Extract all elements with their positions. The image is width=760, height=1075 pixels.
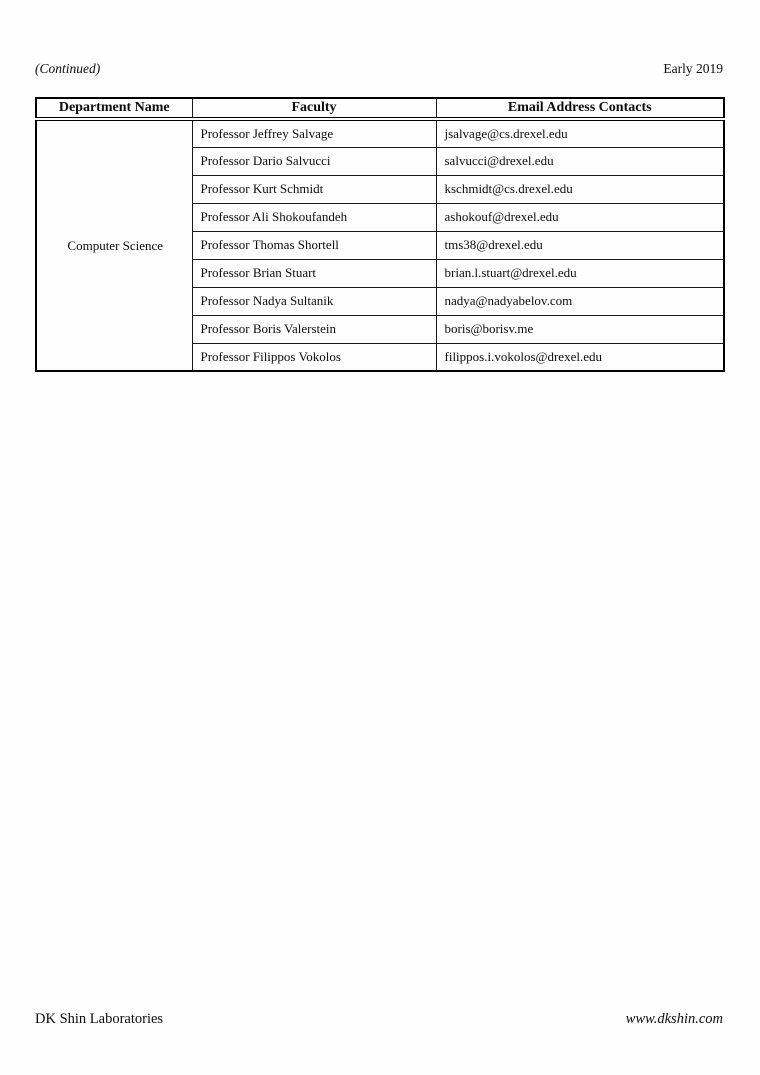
email-cell: tms38@drexel.edu [436,231,724,259]
website-url: www.dkshin.com [625,1011,723,1027]
email-cell: salvucci@drexel.edu [436,147,724,175]
faculty-cell: Professor Filippos Vokolos [192,343,436,371]
faculty-cell: Professor Dario Salvucci [192,147,436,175]
faculty-cell: Professor Brian Stuart [192,259,436,287]
company-name: DK Shin Laboratories [35,1011,164,1027]
email-cell: filippos.i.vokolos@drexel.edu [436,343,724,371]
faculty-cell: Professor Boris Valerstein [192,315,436,343]
table-header-row [36,98,724,119]
faculty-cell: Professor Thomas Shortell [192,231,436,259]
faculty-contacts-table [35,97,725,372]
faculty-cell: Professor Jeffrey Salvage [192,119,436,147]
email-cell: boris@borisv.me [436,315,724,343]
page-footer-line [35,1011,723,1028]
table-row [36,119,724,147]
faculty-cell: Professor Ali Shokoufandeh [192,203,436,231]
date-label: Early 2019 [663,61,723,76]
faculty-cell: Professor Kurt Schmidt [192,175,436,203]
email-cell: nadya@nadyabelov.com [436,287,724,315]
column-header-department: Department Name [36,98,192,119]
email-cell: brian.l.stuart@drexel.edu [436,259,724,287]
page-header-line [35,61,723,77]
email-cell: ashokouf@drexel.edu [436,203,724,231]
continued-label: (Continued) [35,61,101,76]
email-cell: jsalvage@cs.drexel.edu [436,119,724,147]
email-cell: kschmidt@cs.drexel.edu [436,175,724,203]
column-header-faculty: Faculty [192,98,436,119]
column-header-email: Email Address Contacts [436,98,724,119]
department-cell: Computer Science [36,119,192,371]
faculty-cell: Professor Nadya Sultanik [192,287,436,315]
